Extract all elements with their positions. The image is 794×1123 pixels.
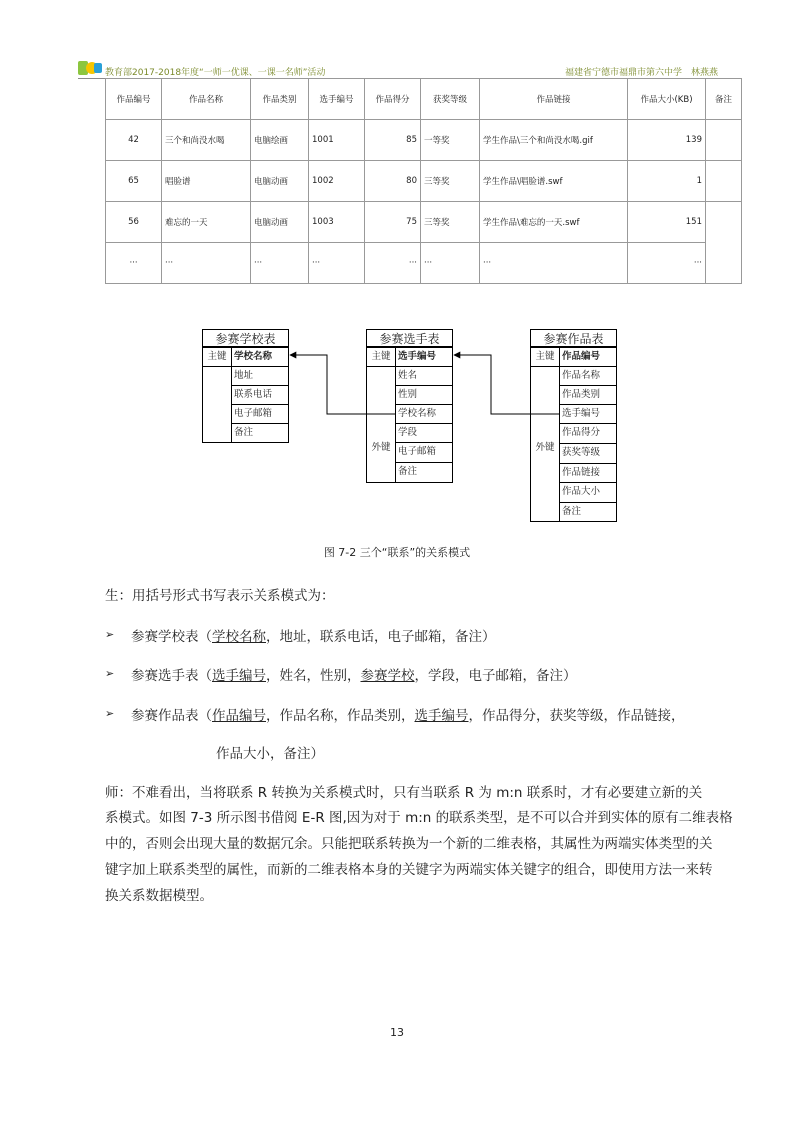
- table-header: 获奖等级: [421, 79, 480, 120]
- pk-label: 主键: [366, 347, 396, 367]
- field: 作品得分: [559, 423, 617, 444]
- entity-title: 参赛学校表: [202, 329, 289, 347]
- schema-text: ，作品名称，作品类别，: [266, 708, 415, 724]
- pk-field: 学校名称: [231, 347, 289, 367]
- table-cell: 139: [628, 120, 706, 161]
- figure-caption: 图 7-2 三个“联系”的关系模式: [323, 546, 471, 559]
- table-row: [106, 202, 742, 243]
- table-cell: 学生作品\难忘的一天.swf: [480, 202, 628, 243]
- foreign-key: 参赛学校: [360, 668, 415, 684]
- teacher-line: 系模式。如图 7-3 所示图书借阅 E-R 图,因为对于 m:n 的联系类型，是不可以合并到实体的原有二维表格: [105, 810, 733, 826]
- table-cell: 电脑动画: [251, 161, 309, 202]
- table-cell: 75: [365, 202, 421, 243]
- schema-work: [131, 704, 685, 724]
- table-cell: 42: [106, 120, 162, 161]
- field: 备注: [559, 502, 617, 522]
- field: 选手编号: [559, 404, 617, 424]
- field: 获奖等级: [559, 443, 617, 464]
- table-cell: 三个和尚没水喝: [162, 120, 251, 161]
- schema-text: ，学段，电子邮箱，备注）: [414, 668, 577, 684]
- header-right-text: 福建省宁德市福鼎市第六中学 林燕燕: [564, 68, 718, 78]
- table-cell: ···: [106, 243, 162, 284]
- bullet-icon: ➢: [105, 667, 115, 680]
- table-cell: 电脑动画: [251, 202, 309, 243]
- key-blank: [202, 366, 232, 443]
- table-header: 备注: [706, 79, 742, 120]
- schema-text: 参赛学校表（: [131, 629, 212, 645]
- schema-school: [131, 625, 496, 645]
- table-cell: 三等奖: [421, 202, 480, 243]
- pk-label: 主键: [202, 347, 232, 367]
- schema-text: ，作品得分，获奖等级，作品链接，: [468, 708, 685, 724]
- schema-text: ，地址，联系电话，电子邮箱，备注）: [266, 629, 496, 645]
- teacher-line: 中的，否则会出现大量的数据冗余。只能把联系转换为一个新的二维表格，其属性为两端实体类型的关: [105, 836, 713, 852]
- table-cell: ···: [480, 243, 628, 284]
- header-left-text: 教育部2017-2018年度“一师一优课、一课一名师”活动: [105, 68, 326, 78]
- table-cell: 学生作品\三个和尚没水喝.gif: [480, 120, 628, 161]
- table-cell: ···: [628, 243, 706, 284]
- fk-label: 外键: [366, 366, 396, 483]
- field: 电子邮箱: [395, 442, 453, 463]
- field: 作品名称: [559, 366, 617, 386]
- table-header-row: [106, 79, 742, 120]
- schema-text: ，姓名，性别，: [266, 668, 361, 684]
- schema-player: [131, 664, 577, 684]
- table-header: 作品大小(KB): [628, 79, 706, 120]
- logo-icon: [78, 60, 102, 76]
- table-cell: [706, 243, 742, 284]
- field: 学段: [395, 423, 453, 443]
- table-cell: 56: [106, 202, 162, 243]
- works-table: [105, 78, 742, 284]
- table-cell: 唱脸谱: [162, 161, 251, 202]
- table-cell: 85: [365, 120, 421, 161]
- table-cell: [706, 202, 742, 243]
- table-cell: 1001: [309, 120, 365, 161]
- table-cell: ···: [251, 243, 309, 284]
- table-row: [106, 161, 742, 202]
- schema-text: 参赛作品表（: [131, 708, 212, 724]
- field: 备注: [231, 423, 289, 443]
- pk-field: 选手编号: [395, 347, 453, 367]
- table-cell: 难忘的一天: [162, 202, 251, 243]
- table-cell: 1: [628, 161, 706, 202]
- table-header: 作品名称: [162, 79, 251, 120]
- bullet-icon: ➢: [105, 707, 115, 720]
- fk-label: 外键: [530, 366, 560, 522]
- table-cell: 65: [106, 161, 162, 202]
- field: 作品链接: [559, 463, 617, 483]
- pk-label: 主键: [530, 347, 560, 367]
- table-cell: ···: [421, 243, 480, 284]
- field: 学校名称: [395, 404, 453, 424]
- table-cell: ···: [162, 243, 251, 284]
- field: 地址: [231, 366, 289, 386]
- table-cell: ···: [365, 243, 421, 284]
- schema-text: 参赛选手表（: [131, 668, 212, 684]
- table-cell: ···: [309, 243, 365, 284]
- intro-line: 生：用括号形式书写表示关系模式为：: [105, 588, 335, 604]
- table-header: 选手编号: [309, 79, 365, 120]
- table-cell: 电脑绘画: [251, 120, 309, 161]
- field: 姓名: [395, 366, 453, 386]
- bullet-icon: ➢: [105, 628, 115, 641]
- field: 性别: [395, 385, 453, 405]
- table-header: 作品链接: [480, 79, 628, 120]
- primary-key: 选手编号: [212, 668, 266, 684]
- page-number: 13: [390, 1026, 404, 1039]
- table-header: 作品得分: [365, 79, 421, 120]
- table-cell: 三等奖: [421, 161, 480, 202]
- table-cell: 151: [628, 202, 706, 243]
- primary-key: 学校名称: [212, 629, 266, 645]
- entity-title: 参赛作品表: [530, 329, 617, 347]
- field: 作品大小: [559, 482, 617, 503]
- entity-title: 参赛选手表: [366, 329, 453, 347]
- teacher-line: 换关系数据模型。: [105, 888, 213, 904]
- field: 作品类别: [559, 385, 617, 405]
- page-header: [78, 60, 718, 80]
- table-header: 作品类别: [251, 79, 309, 120]
- table-cell: 学生作品\唱脸谱.swf: [480, 161, 628, 202]
- table-cell: [706, 120, 742, 161]
- table-cell: 80: [365, 161, 421, 202]
- teacher-line: 师：不难看出，当将联系 R 转换为关系模式时，只有当联系 R 为 m:n 联系时，才有必要建立新的关: [105, 785, 703, 801]
- field: 备注: [395, 462, 453, 483]
- field: 电子邮箱: [231, 404, 289, 424]
- table-cell: 一等奖: [421, 120, 480, 161]
- table-cell: [706, 161, 742, 202]
- schema-work-cont: 作品大小，备注）: [216, 746, 324, 762]
- primary-key: 作品编号: [212, 708, 266, 724]
- field: 联系电话: [231, 385, 289, 405]
- table-row: [106, 243, 742, 284]
- pk-field: 作品编号: [559, 347, 617, 367]
- table-cell: 1003: [309, 202, 365, 243]
- table-row: [106, 120, 742, 161]
- table-cell: 1002: [309, 161, 365, 202]
- teacher-line: 键字加上联系类型的属性，而新的二维表格本身的关键字为两端实体关键字的组合，即使用方法一来转: [105, 862, 713, 878]
- foreign-key: 选手编号: [414, 708, 469, 724]
- table-header: 作品编号: [106, 79, 162, 120]
